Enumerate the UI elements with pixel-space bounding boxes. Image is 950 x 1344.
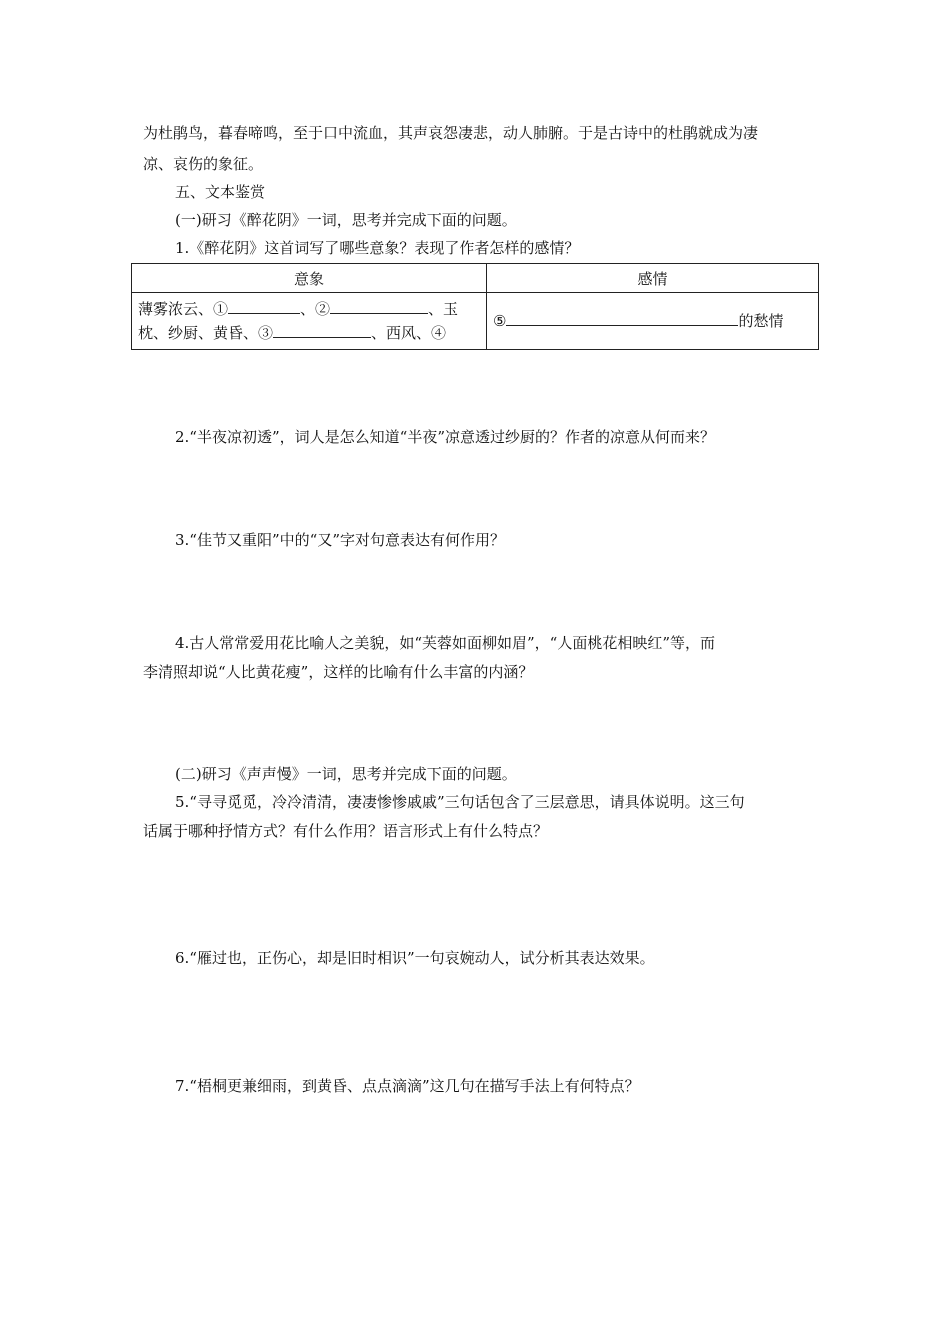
question-5-line-1: 5.“寻寻觅觅，冷冷清清，凄凄惨惨戚戚”三句话包含了三层意思，请具体说明。这三句 (175, 793, 745, 811)
emotion-text-a: ⑤ (493, 312, 507, 330)
imagery-text-b: 、② (300, 300, 331, 318)
intro-line-2: 凉、哀伤的象征。 (143, 155, 264, 173)
emotion-cell (487, 293, 819, 350)
part1-title: (一)研习《醉花阴》一词，思考并完成下面的问题。 (175, 211, 517, 229)
question-6: 6.“雁过也，正伤心，却是旧时相识”一句哀婉动人，试分析其表达效果。 (175, 949, 655, 967)
part2-title: (二)研习《声声慢》一词，思考并完成下面的问题。 (175, 765, 517, 783)
question-2: 2.“半夜凉初透”，词人是怎么知道“半夜”凉意透过纱厨的？作者的凉意从何而来？ (175, 428, 715, 446)
blank-3[interactable] (273, 322, 371, 338)
imagery-text-a: 薄雾浓云、① (138, 300, 229, 318)
intro-line-1: 为杜鹃鸟，暮春啼鸣，至于口中流血，其声哀怨凄悲，动人肺腑。于是古诗中的杜鹃就成为凄 (143, 124, 759, 142)
blank-1[interactable] (228, 298, 300, 314)
blank-2[interactable] (330, 298, 428, 314)
question-4-line-2: 李清照却说“人比黄花瘦”，这样的比喻有什么丰富的内涵？ (143, 663, 534, 681)
imagery-text-d: 枕、纱厨、黄昏、③ (138, 324, 274, 342)
header-emotion: 感情 (487, 264, 819, 293)
emotion-text-b: 的愁情 (738, 312, 784, 330)
section-title: 五、文本鉴赏 (175, 183, 266, 201)
imagery-text-c: 、玉 (428, 300, 459, 318)
question-4-line-1: 4.古人常常爱用花比喻人之美貌，如“芙蓉如面柳如眉”，“人面桃花相映红”等，而 (175, 634, 715, 652)
question-5-line-2: 话属于哪种抒情方式？有什么作用？语言形式上有什么特点？ (143, 822, 549, 840)
question-7: 7.“梧桐更兼细雨，到黄昏、点点滴滴”这几句在描写手法上有何特点？ (175, 1077, 640, 1095)
imagery-text-e: 、西风、④ (371, 324, 447, 342)
blank-5[interactable] (506, 310, 738, 326)
imagery-emotion-table (131, 263, 819, 350)
imagery-cell (132, 293, 487, 350)
question-3: 3.“佳节又重阳”中的“又”字对句意表达有何作用？ (175, 531, 505, 549)
header-imagery: 意象 (132, 264, 487, 293)
question-1: 1.《醉花阴》这首词写了哪些意象？表现了作者怎样的感情？ (175, 239, 580, 257)
